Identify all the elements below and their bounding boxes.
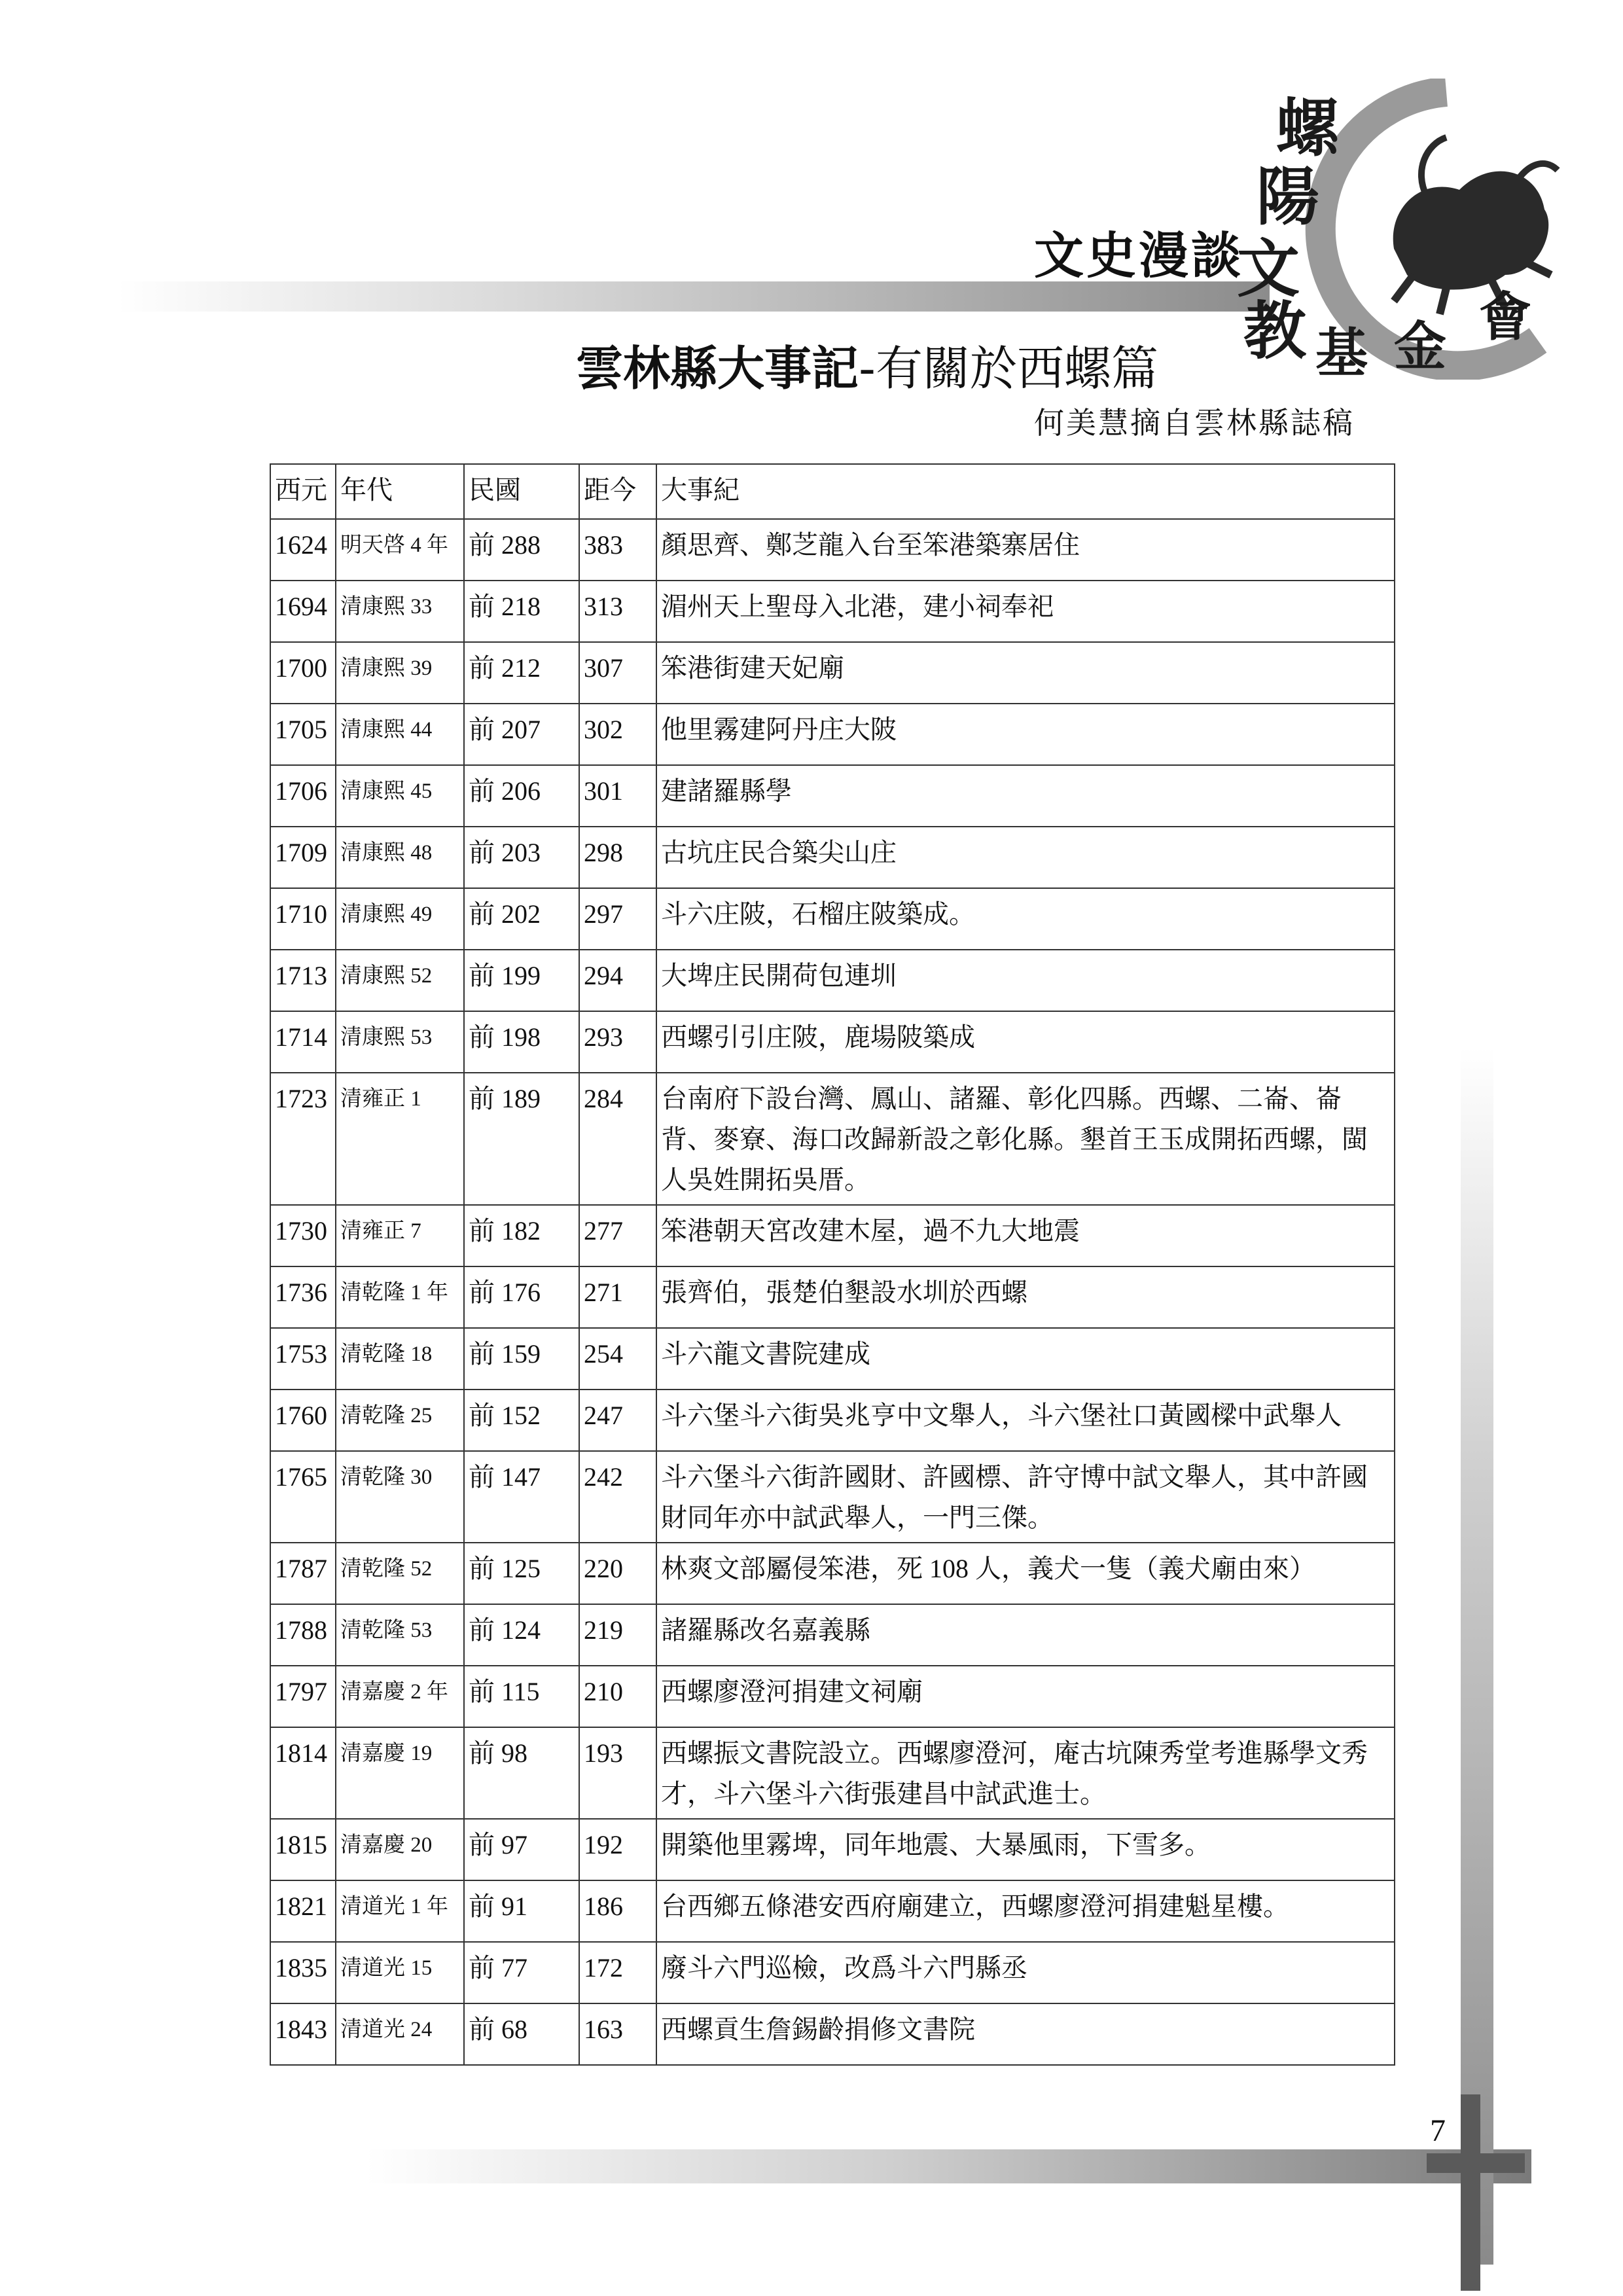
cell-roc: 前 159 xyxy=(464,1328,579,1390)
cell-event: 林爽文部屬侵笨港，死 108 人，義犬一隻（義犬廟由來） xyxy=(656,1543,1395,1604)
table-row xyxy=(270,642,1395,704)
cell-event: 台南府下設台灣、鳳山、諸羅、彰化四縣。西螺、二崙、崙背、麥寮、海口改歸新設之彰化縣。墾首王玉成開拓西螺，閩人吳姓開拓吳厝。 xyxy=(656,1073,1395,1205)
cell-event: 西螺廖澄河捐建文祠廟 xyxy=(656,1666,1395,1727)
cell-era: 清康熙 45 xyxy=(336,765,464,827)
table-row xyxy=(270,519,1395,581)
table-row xyxy=(270,1604,1395,1666)
table-row xyxy=(270,827,1395,888)
cell-event: 大埤庄民開荷包連圳 xyxy=(656,950,1395,1011)
cell-event: 笨港街建天妃廟 xyxy=(656,642,1395,704)
table-row xyxy=(270,1819,1395,1880)
cell-roc: 前 115 xyxy=(464,1666,579,1727)
corner-cross-vertical xyxy=(1461,2094,1480,2291)
cell-event: 台西鄉五條港安西府廟建立，西螺廖澄河捐建魁星樓。 xyxy=(656,1880,1395,1942)
corner-cross-horizontal xyxy=(1427,2153,1525,2173)
cell-era: 清康熙 48 xyxy=(336,827,464,888)
table-row xyxy=(270,765,1395,827)
section-label: 文史漫談 xyxy=(1034,226,1243,285)
cell-year: 1821 xyxy=(270,1880,336,1942)
author-byline: 何美慧摘自雲林縣誌稿 xyxy=(1034,405,1355,440)
logo-char: 教 xyxy=(1243,294,1306,368)
cell-year: 1787 xyxy=(270,1543,336,1604)
cell-era: 清康熙 49 xyxy=(336,888,464,950)
cell-era: 清乾隆 52 xyxy=(336,1543,464,1604)
cell-era: 清康熙 53 xyxy=(336,1011,464,1073)
cell-years-ago: 219 xyxy=(579,1604,656,1666)
cell-years-ago: 383 xyxy=(579,519,656,581)
cell-era: 清嘉慶 2 年 xyxy=(336,1666,464,1727)
cell-roc: 前 203 xyxy=(464,827,579,888)
footer-gradient-band xyxy=(366,2149,1531,2183)
cell-roc: 前 198 xyxy=(464,1011,579,1073)
cell-years-ago: 277 xyxy=(579,1205,656,1266)
table-row xyxy=(270,888,1395,950)
cell-years-ago: 297 xyxy=(579,888,656,950)
table-row xyxy=(270,1390,1395,1451)
page-title xyxy=(576,331,1158,399)
cell-era: 清道光 15 xyxy=(336,1942,464,2003)
cell-years-ago: 293 xyxy=(579,1011,656,1073)
cell-event: 顏思齊、鄭芝龍入台至笨港築寨居住 xyxy=(656,519,1395,581)
cell-year: 1713 xyxy=(270,950,336,1011)
cell-year: 1788 xyxy=(270,1604,336,1666)
header-year: 西元 xyxy=(270,464,336,519)
cell-era: 清雍正 7 xyxy=(336,1205,464,1266)
cell-roc: 前 288 xyxy=(464,519,579,581)
cell-event: 笨港朝天宮改建木屋，過不九大地震 xyxy=(656,1205,1395,1266)
cell-roc: 前 147 xyxy=(464,1451,579,1543)
cell-event: 斗六龍文書院建成 xyxy=(656,1328,1395,1390)
cell-event: 西螺引引庄陂，鹿場陂築成 xyxy=(656,1011,1395,1073)
title-main: 雲林縣大事記 xyxy=(576,341,859,396)
cell-roc: 前 218 xyxy=(464,581,579,642)
table-row xyxy=(270,1011,1395,1073)
table-row xyxy=(270,1328,1395,1390)
cell-event: 他里霧建阿丹庄大陂 xyxy=(656,704,1395,765)
logo-char: 文 xyxy=(1237,232,1300,306)
cell-roc: 前 199 xyxy=(464,950,579,1011)
cell-event: 西螺貢生詹錫齡捐修文書院 xyxy=(656,2003,1395,2065)
table-row xyxy=(270,704,1395,765)
page-number: 7 xyxy=(1430,2113,1446,2148)
cell-roc: 前 207 xyxy=(464,704,579,765)
cell-year: 1814 xyxy=(270,1727,336,1819)
logo-char: 會 xyxy=(1479,286,1531,348)
cell-era: 清康熙 33 xyxy=(336,581,464,642)
cell-roc: 前 97 xyxy=(464,1819,579,1880)
cell-years-ago: 242 xyxy=(579,1451,656,1543)
cell-years-ago: 172 xyxy=(579,1942,656,2003)
cell-event: 斗六庄陂，石榴庄陂築成。 xyxy=(656,888,1395,950)
cell-years-ago: 307 xyxy=(579,642,656,704)
cell-era: 清道光 1 年 xyxy=(336,1880,464,1942)
cell-event: 斗六堡斗六街許國財、許國標、許守博中試文舉人，其中許國財同年亦中試武舉人，一門三傑。 xyxy=(656,1451,1395,1543)
cell-event: 斗六堡斗六街吳兆亨中文舉人，斗六堡社口黃國樑中武舉人 xyxy=(656,1390,1395,1451)
cell-roc: 前 124 xyxy=(464,1604,579,1666)
cell-roc: 前 189 xyxy=(464,1073,579,1205)
cell-years-ago: 313 xyxy=(579,581,656,642)
cell-era: 清康熙 39 xyxy=(336,642,464,704)
cell-years-ago: 220 xyxy=(579,1543,656,1604)
cell-years-ago: 247 xyxy=(579,1390,656,1451)
cell-year: 1706 xyxy=(270,765,336,827)
cell-year: 1835 xyxy=(270,1942,336,2003)
header-era: 年代 xyxy=(336,464,464,519)
cell-years-ago: 210 xyxy=(579,1666,656,1727)
cell-years-ago: 271 xyxy=(579,1266,656,1328)
cell-roc: 前 176 xyxy=(464,1266,579,1328)
table-row xyxy=(270,581,1395,642)
cell-year: 1710 xyxy=(270,888,336,950)
cell-years-ago: 294 xyxy=(579,950,656,1011)
right-gradient-bar xyxy=(1461,1047,1493,2265)
cell-event: 建諸羅縣學 xyxy=(656,765,1395,827)
cell-era: 清康熙 52 xyxy=(336,950,464,1011)
cell-era: 清道光 24 xyxy=(336,2003,464,2065)
logo-char: 基 xyxy=(1315,322,1368,384)
table-row xyxy=(270,1666,1395,1727)
table-row xyxy=(270,1727,1395,1819)
cell-years-ago: 254 xyxy=(579,1328,656,1390)
cell-event: 廢斗六門巡檢，改爲斗六門縣丞 xyxy=(656,1942,1395,2003)
cell-era: 清雍正 1 xyxy=(336,1073,464,1205)
cell-years-ago: 284 xyxy=(579,1073,656,1205)
cell-event: 諸羅縣改名嘉義縣 xyxy=(656,1604,1395,1666)
cell-years-ago: 163 xyxy=(579,2003,656,2065)
cell-event: 開築他里霧埤，同年地震、大暴風雨，下雪多。 xyxy=(656,1819,1395,1880)
cell-era: 清乾隆 53 xyxy=(336,1604,464,1666)
foundation-logo xyxy=(1230,79,1571,384)
cell-roc: 前 202 xyxy=(464,888,579,950)
table-row xyxy=(270,1073,1395,1205)
events-table xyxy=(270,463,1395,2066)
cell-year: 1760 xyxy=(270,1390,336,1451)
cell-event: 古坑庄民合築尖山庄 xyxy=(656,827,1395,888)
cell-era: 清康熙 44 xyxy=(336,704,464,765)
logo-char: 螺 xyxy=(1276,91,1339,165)
cell-year: 1797 xyxy=(270,1666,336,1727)
cell-year: 1723 xyxy=(270,1073,336,1205)
header-event: 大事紀 xyxy=(656,464,1395,519)
cell-years-ago: 193 xyxy=(579,1727,656,1819)
table-row xyxy=(270,1880,1395,1942)
table-row xyxy=(270,2003,1395,2065)
cell-event: 西螺振文書院設立。西螺廖澄河，庵古坑陳秀堂考進縣學文秀才，斗六堡斗六街張建昌中試武進士。 xyxy=(656,1727,1395,1819)
cell-year: 1753 xyxy=(270,1328,336,1390)
cell-era: 清乾隆 25 xyxy=(336,1390,464,1451)
cell-roc: 前 98 xyxy=(464,1727,579,1819)
cell-era: 清嘉慶 19 xyxy=(336,1727,464,1819)
cell-year: 1765 xyxy=(270,1451,336,1543)
header-years-ago: 距今 xyxy=(579,464,656,519)
cell-year: 1700 xyxy=(270,642,336,704)
cell-roc: 前 125 xyxy=(464,1543,579,1604)
table-row xyxy=(270,1205,1395,1266)
cell-year: 1736 xyxy=(270,1266,336,1328)
cell-roc: 前 206 xyxy=(464,765,579,827)
table-row xyxy=(270,1543,1395,1604)
cell-era: 清乾隆 1 年 xyxy=(336,1266,464,1328)
cell-era: 明天啓 4 年 xyxy=(336,519,464,581)
title-sub: -有關於西螺篇 xyxy=(859,341,1158,396)
cell-year: 1709 xyxy=(270,827,336,888)
cell-years-ago: 192 xyxy=(579,1819,656,1880)
cell-era: 清嘉慶 20 xyxy=(336,1819,464,1880)
cell-years-ago: 186 xyxy=(579,1880,656,1942)
table-row xyxy=(270,950,1395,1011)
cell-roc: 前 68 xyxy=(464,2003,579,2065)
cell-roc: 前 91 xyxy=(464,1880,579,1942)
cell-roc: 前 152 xyxy=(464,1390,579,1451)
cell-years-ago: 302 xyxy=(579,704,656,765)
cell-event: 張齊伯，張楚伯墾設水圳於西螺 xyxy=(656,1266,1395,1328)
cell-year: 1705 xyxy=(270,704,336,765)
cell-roc: 前 77 xyxy=(464,1942,579,2003)
header-roc: 民國 xyxy=(464,464,579,519)
cell-roc: 前 182 xyxy=(464,1205,579,1266)
logo-char: 金 xyxy=(1394,315,1446,377)
cell-year: 1694 xyxy=(270,581,336,642)
cell-event: 湄州天上聖母入北港，建小祠奉祀 xyxy=(656,581,1395,642)
cell-year: 1714 xyxy=(270,1011,336,1073)
table-row xyxy=(270,1942,1395,2003)
cell-year: 1624 xyxy=(270,519,336,581)
table-row xyxy=(270,1266,1395,1328)
table-row xyxy=(270,1451,1395,1543)
logo-char: 陽 xyxy=(1257,160,1319,234)
cell-era: 清乾隆 18 xyxy=(336,1328,464,1390)
cell-years-ago: 298 xyxy=(579,827,656,888)
cell-year: 1843 xyxy=(270,2003,336,2065)
cell-year: 1730 xyxy=(270,1205,336,1266)
cell-roc: 前 212 xyxy=(464,642,579,704)
table-header-row xyxy=(270,464,1395,519)
cell-year: 1815 xyxy=(270,1819,336,1880)
cell-years-ago: 301 xyxy=(579,765,656,827)
cell-era: 清乾隆 30 xyxy=(336,1451,464,1543)
